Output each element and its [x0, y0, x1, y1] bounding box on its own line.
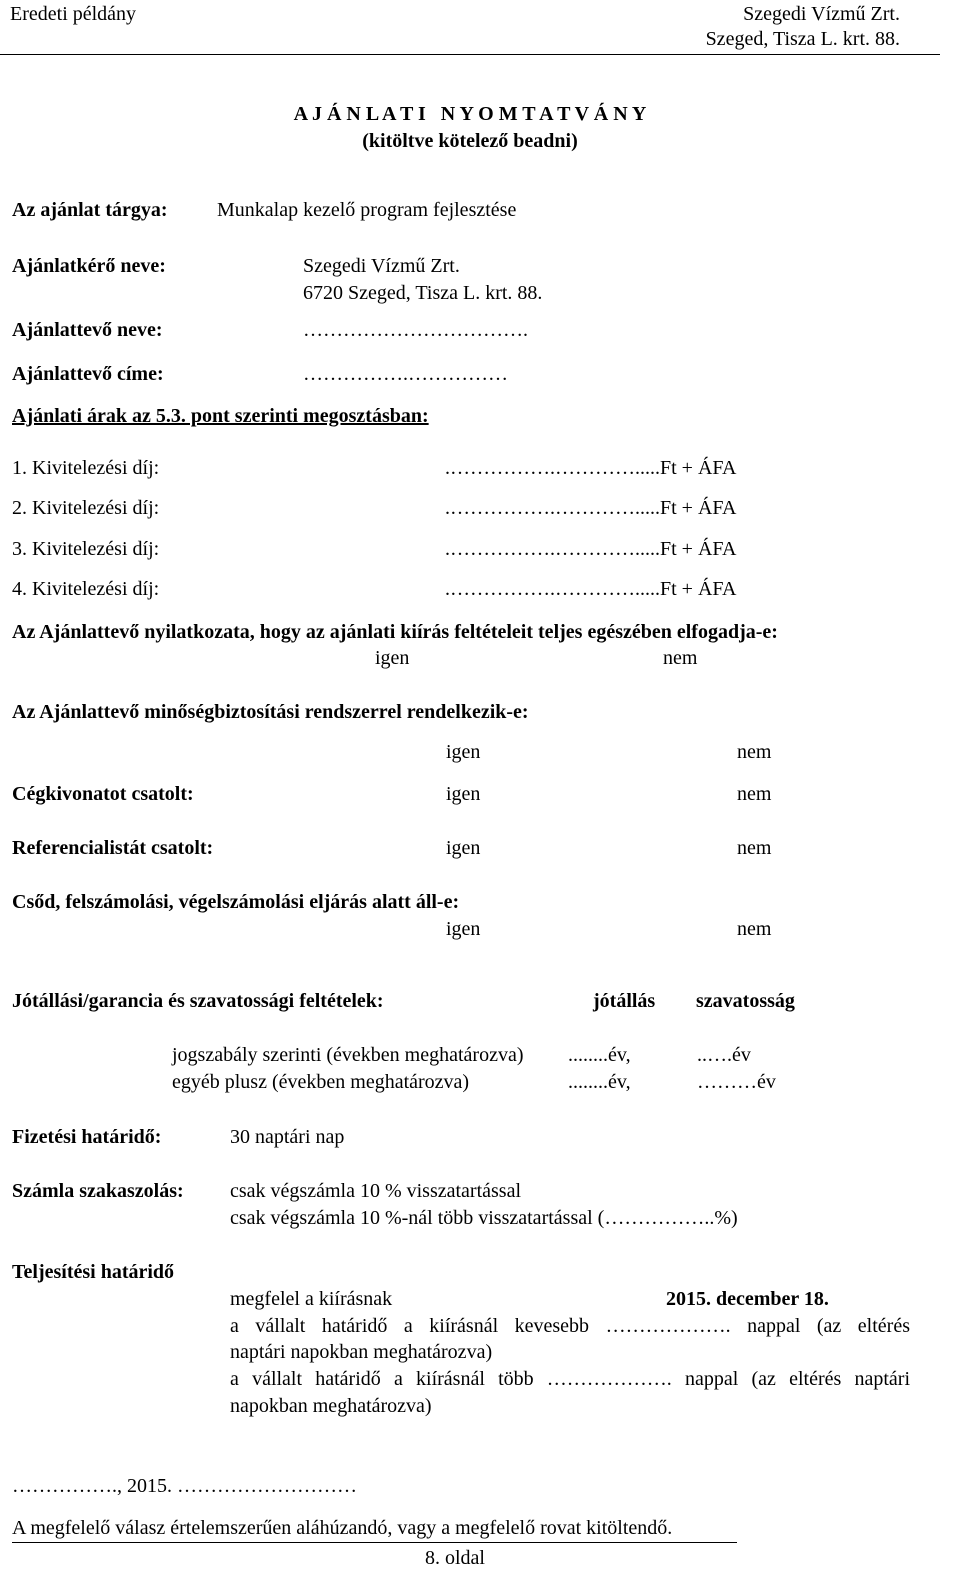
deadline-option-shorter-cont: naptári napokban meghatározva) — [230, 1341, 493, 1363]
warranty-heading: Jótállási/garancia és szavatossági feltételek: — [12, 990, 384, 1012]
references-yes-option[interactable]: igen — [446, 837, 481, 859]
acceptance-no-option[interactable]: nem — [663, 647, 698, 669]
bidder-name-field[interactable]: ……………………………. — [303, 319, 528, 341]
acceptance-question: Az Ajánlattevő nyilatkozata, hogy az ajánlati kiírás feltételeit teljes egészében elfogadja-e: — [12, 621, 778, 643]
price-row-field[interactable]: .…………….………….....Ft + ÁFA — [445, 457, 737, 479]
references-label: Referencialistát csatolt: — [12, 837, 214, 859]
client-label: Ajánlatkérő neve: — [12, 255, 166, 277]
subject-label: Az ajánlat tárgya: — [12, 199, 168, 221]
bidder-address-label: Ajánlattevő címe: — [12, 363, 164, 385]
company-extract-no-option[interactable]: nem — [737, 783, 772, 805]
header-right-name: Szegedi Vízmű Zrt. — [743, 3, 900, 25]
price-row-label: 4. Kivitelezési díj: — [12, 578, 160, 600]
header-divider — [0, 54, 940, 55]
quality-no-option[interactable]: nem — [737, 741, 772, 763]
subject-value: Munkalap kezelő program fejlesztése — [217, 199, 517, 221]
form-title: A J Á N L A T I N Y O M T A T V Á N Y — [293, 103, 647, 125]
client-name: Szegedi Vízmű Zrt. — [303, 255, 460, 277]
warranty-row-legal-guarantee-field[interactable]: ........év, — [568, 1044, 631, 1066]
warranty-col-liability: szavatosság — [696, 990, 795, 1012]
footnote: A megfelelő válasz értelemszerűen aláhúzandó, vagy a megfelelő rovat kitöltendő. — [12, 1517, 673, 1539]
price-row-field[interactable]: .…………….………….....Ft + ÁFA — [445, 497, 737, 519]
price-row-field[interactable]: .…………….………….....Ft + ÁFA — [445, 578, 737, 600]
header-left: Eredeti példány — [10, 3, 137, 25]
bidder-address-field[interactable]: …………….…………… — [303, 363, 508, 385]
deadline-label: Teljesítési határidő — [12, 1261, 175, 1283]
page-number: 8. oldal — [425, 1547, 485, 1569]
references-no-option[interactable]: nem — [737, 837, 772, 859]
warranty-row-legal-label: jogszabály szerinti (években meghatározva) — [172, 1044, 524, 1066]
deadline-option-shorter[interactable]: a vállalt határidő a kiírásnál kevesebb ………………. nappal (az eltérés — [230, 1315, 910, 1337]
prices-heading: Ajánlati árak az 5.3. pont szerinti megosztásban: — [12, 405, 429, 427]
price-row-field[interactable]: .…………….………….....Ft + ÁFA — [445, 538, 737, 560]
price-row-label: 2. Kivitelezési díj: — [12, 497, 160, 519]
deadline-option-as-required[interactable]: megfelel a kiírásnak — [230, 1288, 393, 1310]
warranty-row-legal-liability-field[interactable]: ..….év — [697, 1044, 751, 1066]
deadline-option-longer[interactable]: a vállalt határidő a kiírásnál több ………………. nappal (az eltérés naptári — [230, 1368, 910, 1390]
deadline-option-longer-cont: napokban meghatározva) — [230, 1395, 432, 1417]
form-subtitle: (kitöltve kötelező beadni) — [362, 130, 578, 152]
acceptance-yes-option[interactable]: igen — [375, 647, 410, 669]
deadline-date: 2015. december 18. — [666, 1288, 829, 1310]
price-row-label: 1. Kivitelezési díj: — [12, 457, 160, 479]
bidder-name-label: Ajánlattevő neve: — [12, 319, 163, 341]
insolvency-no-option[interactable]: nem — [737, 918, 772, 940]
header-right-address: Szeged, Tisza L. krt. 88. — [705, 28, 900, 50]
invoicing-option[interactable]: csak végszámla 10 %-nál több visszatartással (……………..%) — [230, 1207, 738, 1229]
payment-label: Fizetési határidő: — [12, 1126, 162, 1148]
insolvency-yes-option[interactable]: igen — [446, 918, 481, 940]
invoicing-option[interactable]: csak végszámla 10 % visszatartással — [230, 1180, 522, 1202]
warranty-col-guarantee: jótállás — [593, 990, 656, 1012]
invoicing-label: Számla szakaszolás: — [12, 1180, 184, 1202]
client-address: 6720 Szeged, Tisza L. krt. 88. — [303, 282, 543, 304]
price-row-label: 3. Kivitelezési díj: — [12, 538, 160, 560]
warranty-row-extra-guarantee-field[interactable]: ........év, — [568, 1071, 631, 1093]
warranty-row-extra-label: egyéb plusz (években meghatározva) — [172, 1071, 470, 1093]
insolvency-question: Csőd, felszámolási, végelszámolási eljárás alatt áll-e: — [12, 891, 460, 913]
company-extract-yes-option[interactable]: igen — [446, 783, 481, 805]
quality-question: Az Ajánlattevő minőségbiztosítási rendszerrel rendelkezik-e: — [12, 701, 529, 723]
company-extract-label: Cégkivonatot csatolt: — [12, 783, 194, 805]
warranty-row-extra-liability-field[interactable]: ………év — [697, 1071, 776, 1093]
quality-yes-option[interactable]: igen — [446, 741, 481, 763]
payment-value: 30 naptári nap — [230, 1126, 345, 1148]
place-date-signature-line[interactable]: ……………., 2015. ……………………… — [12, 1475, 357, 1497]
footer-divider — [12, 1542, 737, 1543]
